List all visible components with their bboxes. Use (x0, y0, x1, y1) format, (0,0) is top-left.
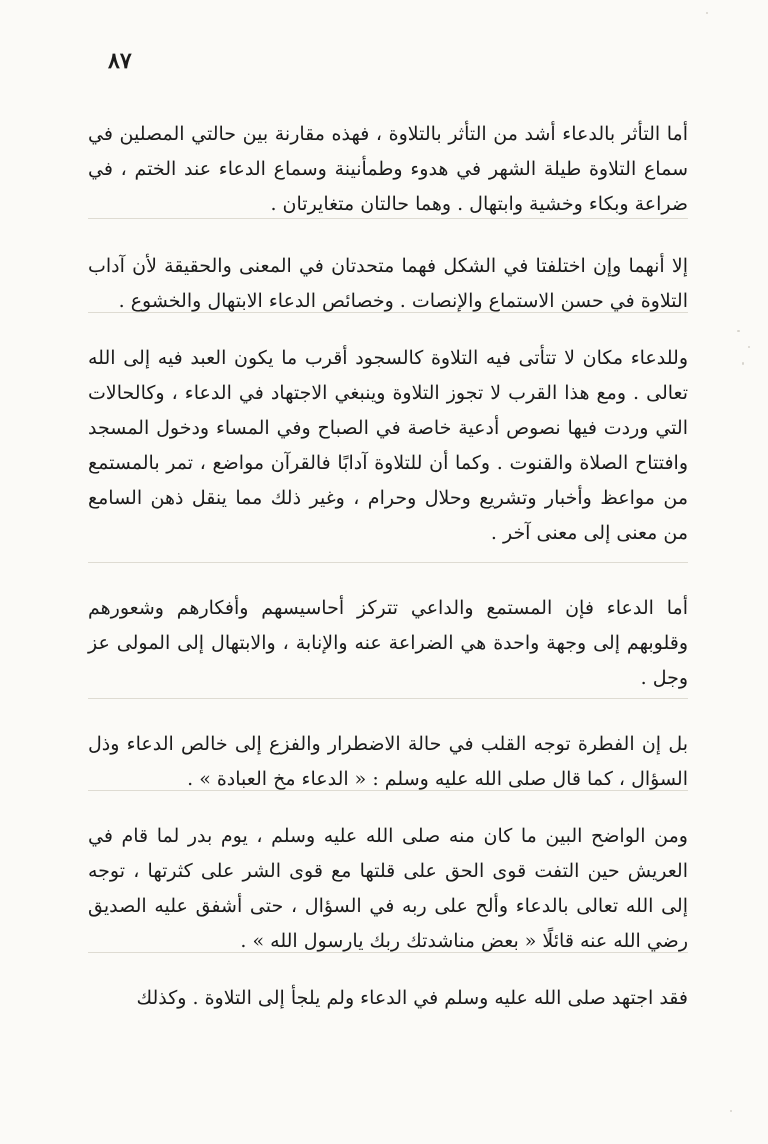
paragraph-divider (88, 790, 688, 791)
scan-speck (706, 12, 708, 14)
scan-speck (748, 346, 750, 348)
page-number: ٨٧ (108, 48, 132, 74)
paragraph-divider (88, 218, 688, 219)
paragraph-4: أما الدعاء فإن المستمع والداعي تتركز أحاسيسهم وأفكارهم وشعورهم وقلوبهم إلى وجهة واحدة هي الضراعة عنه والإنابة ، والابتهال إلى المولى عز وجل . (88, 597, 688, 689)
scan-speck (730, 1110, 732, 1112)
paragraph-6: ومن الواضح البين ما كان منه صلى الله عليه وسلم ، يوم بدر لما قام في العريش حين التفت قوى الحق على قلتها مع قوى الشر على كثرتها ، توجه إلى الله تعالى بالدعاء وألح على ربه في السؤال ، حتى أشفق عليه الصديق رضي الله عنه قائلًا « بعض مناشدتك ربك يارسول الله » . (88, 825, 688, 952)
scan-speck (737, 330, 740, 332)
paragraph-5: بل إن الفطرة توجه القلب في حالة الاضطرار والفزع إلى خالص الدعاء وذل السؤال ، كما قال صلى الله عليه وسلم : « الدعاء مخ العبادة » . (88, 733, 688, 790)
paragraph-divider (88, 698, 688, 699)
paragraph-3: وللدعاء مكان لا تتأتى فيه التلاوة كالسجود أقرب ما يكون العبد فيه إلى الله تعالى . ومع هذا القرب لا تجوز التلاوة وينبغي الاجتهاد في الدعاء ، وكالحالات التي وردت فيها نصوص أدعية خاصة في الصباح وفي المساء ودخول المسجد وافتتاح الصلاة والقنوت . وكما أن للتلاوة آدابًا فالقرآن مواضع ، تمر بالمستمع من مواعظ وأخبار وتشريع وحلال وحرام ، وغير ذلك مما ينقل ذهن السامع من معنى إلى معنى آخر . (88, 347, 688, 544)
paragraph-2: إلا أنهما وإن اختلفتا في الشكل فهما متحدتان في المعنى والحقيقة لأن آداب التلاوة في حسن الاستماع والإنصات . وخصائص الدعاء الابتهال والخشوع . (88, 255, 688, 312)
paragraph-divider (88, 952, 688, 953)
paragraph-7: فقد اجتهد صلى الله عليه وسلم في الدعاء ولم يلجأ إلى التلاوة . وكذلك (136, 987, 688, 1009)
scan-speck (742, 362, 744, 365)
paragraph-1: أما التأثر بالدعاء أشد من التأثر بالتلاوة ، فهذه مقارنة بين حالتي المصلين في سماع التلاوة طيلة الشهر في هدوء وطمأنينة وسماع الدعاء عند الختم ، في ضراعة وبكاء وخشية وابتهال . وهما حالتان متغايرتان . (88, 123, 688, 215)
paragraph-divider (88, 312, 688, 313)
paragraph-divider (88, 562, 688, 563)
